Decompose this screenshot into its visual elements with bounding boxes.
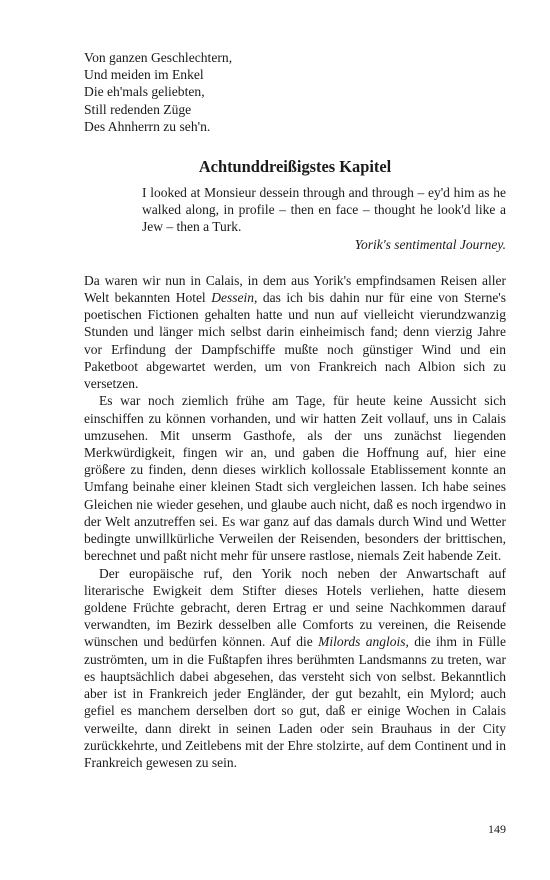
hotel-name: Dessein: [211, 290, 254, 306]
verse-line: Des Ahnherrn zu seh'n.: [84, 118, 211, 134]
page-number: 149: [488, 822, 506, 836]
milords-anglois: Milords anglois: [318, 634, 406, 650]
paragraph-1: Da waren wir nun in Calais, in dem aus Yorik's empfindsamen Reisen aller Welt bekannten Hotel Dessein, das ich bis dahin nur für eine von Sterne's poetischen Fictionen gehalten hatte und nun auf vielleicht vierundzwanzig Stunden und länger mich selbst darin einheimisch fand; denn vierzig Jahre vor Erfindung der Dampfschiffe mußte noch günstiger Wind und ein Paketboot abgewartet werden, um von Frankreich nach Albion sich zu versetzen.: [84, 272, 506, 392]
paragraph-2: Es war noch ziemlich frühe am Tage, für heute keine Aussicht sich einschiffen zu können vorhanden, und wir hatten Zeit vollauf, uns in Calais umzusehen. Mit unserm Gasthofe, als der uns zunächst liegenden Merkwürdigkeit, fingen wir an, und gaben die Hoffnung auf, hier eine größere zu finden, denn dieses wirklich kollossale Etablissement konnte an Umfang beinahe einer kleinen Stadt sich vergleichen lassen. Ich habe seines Gleichen nie wieder gesehen, und glaube auch nicht, daß es noch irgendwo in der Welt anzutreffen sei. Es war ganz auf das damals durch Wind und Wetter bedingte unwillkürliche Verweilen der Reisenden, besonders der brittischen, berechnet und paßt nicht mehr für unsere rastlose, niemals Zeit habende Zeit.: [84, 393, 506, 564]
verse-line: Still redenden Züge: [84, 101, 192, 117]
paragraph-3: Der europäische ruf, den Yorik noch neben der Anwartschaft auf literarische Ewigkeit dem Stifter dieses Hotels verliehen, hatte diesem goldene Früchte gebracht, deren Ertrag er und seine Nachkommen darauf verwandten, im Bezirk desselben alle Comforts zu vereinen, die Reisende wünschen und bedürfen können. Auf die Milords anglois, die ihm in Fülle zuströmten, um in die Fußtapfen ihres berühmten Landsmanns zu treten, war es hauptsächlich dabei abgesehen, das versteht sich von selbst. Bekanntlich aber ist in Frankreich jeder Engländer, der gut bezahlt, ein Mylord; auch gefiel es manchem derselben dort so gut, daß er einige Wochen in Calais verweilte, dann direkt in seinen Laden oder sein Brauhaus in der City zurückkehrte, und Zeitlebens mit der Ehre stolzirte, auf dem Continent und in Frankreich gewesen zu sein.: [84, 565, 506, 770]
epigraph-source: Yorik's sentimental Journey.: [354, 236, 506, 252]
chapter-title: Achtunddreißigstes Kapitel: [198, 157, 392, 177]
verse-line: Und meiden im Enkel: [84, 67, 204, 83]
epigraph: [142, 184, 506, 253]
body-text: [84, 272, 506, 771]
verse-stanza: [84, 49, 506, 135]
epigraph-quote: I looked at Monsieur dessein through and through – ey'd him as he walked along, in profile – then en face – thought he look'd like a Jew – then a Turk.: [142, 185, 506, 235]
book-page: [84, 49, 506, 771]
verse-line: Von ganzen Geschlechtern,: [84, 50, 233, 65]
verse-line: Die eh'mals geliebten,: [84, 84, 205, 100]
